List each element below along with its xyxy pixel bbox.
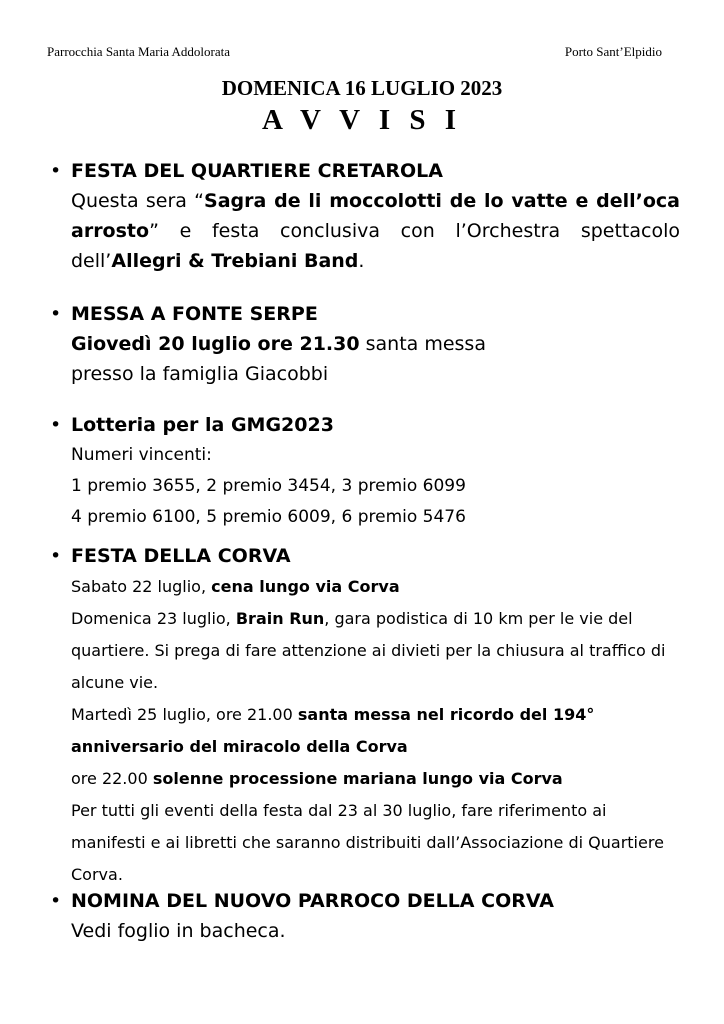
section-festa-cretarola — [50, 156, 680, 276]
section-text: Numeri vincenti: — [71, 445, 212, 465]
section-title: FESTA DEL QUARTIERE CRETAROLA — [71, 160, 443, 182]
parish-name: Parrocchia Santa Maria Addolorata — [47, 44, 231, 59]
section-text: Domenica 23 luglio, Brain Run, gara podistica di 10 km per le vie del quartiere. Si prega di fare attenzione ai divieti per la chiusura al traffico di alcune vie. — [71, 609, 666, 692]
section-nomina — [50, 886, 680, 946]
section-lotteria — [50, 410, 680, 533]
section-text: Per tutti gli eventi della festa dal 23 al 30 luglio, fare riferimento ai manifesti e ai libretti che saranno distribuiti dall’Associazione di Quartiere Corva. — [71, 801, 664, 884]
section-text: ore 22.00 solenne processione mariana lungo via Corva — [71, 769, 563, 788]
section-title: FESTA DELLA CORVA — [71, 545, 291, 567]
section-text: Giovedì 20 luglio ore 21.30 santa messa — [71, 333, 486, 355]
section-text: presso la famiglia Giacobbi — [71, 363, 329, 385]
page-title: A V V I S I — [261, 104, 463, 136]
section-text: Martedì 25 luglio, ore 21.00 santa messa nel ricordo del 194° anniversario del miracolo della Corva — [71, 705, 595, 756]
section-text: Vedi foglio in bacheca. — [71, 920, 286, 942]
section-fonte-serpe — [50, 299, 680, 389]
bullet-icon: • — [50, 303, 62, 325]
bullet-icon: • — [50, 160, 62, 182]
prize-line: 4 premio 6100, 5 premio 6009, 6 premio 5476 — [71, 507, 466, 527]
prize-line: 1 premio 3655, 2 premio 3454, 3 premio 6099 — [71, 476, 466, 496]
section-text: Questa sera “Sagra de li moccolotti de lo vatte e dell’oca arrosto” e festa conclusiva con l’Orchestra spettacolo dell’Allegri & Trebiani Band. — [71, 190, 680, 272]
section-title: Lotteria per la GMG2023 — [71, 414, 334, 436]
section-festa-corva — [50, 541, 680, 891]
bullet-icon: • — [50, 414, 62, 436]
bulletin-date: DOMENICA 16 LUGLIO 2023 — [221, 76, 503, 100]
section-title: MESSA A FONTE SERPE — [71, 303, 318, 325]
bullet-icon: • — [50, 890, 62, 912]
town-name: Porto Sant’Elpidio — [564, 44, 662, 59]
bullet-icon: • — [50, 545, 62, 567]
section-text: Sabato 22 luglio, cena lungo via Corva — [71, 577, 400, 596]
section-title: NOMINA DEL NUOVO PARROCO DELLA CORVA — [71, 890, 554, 912]
